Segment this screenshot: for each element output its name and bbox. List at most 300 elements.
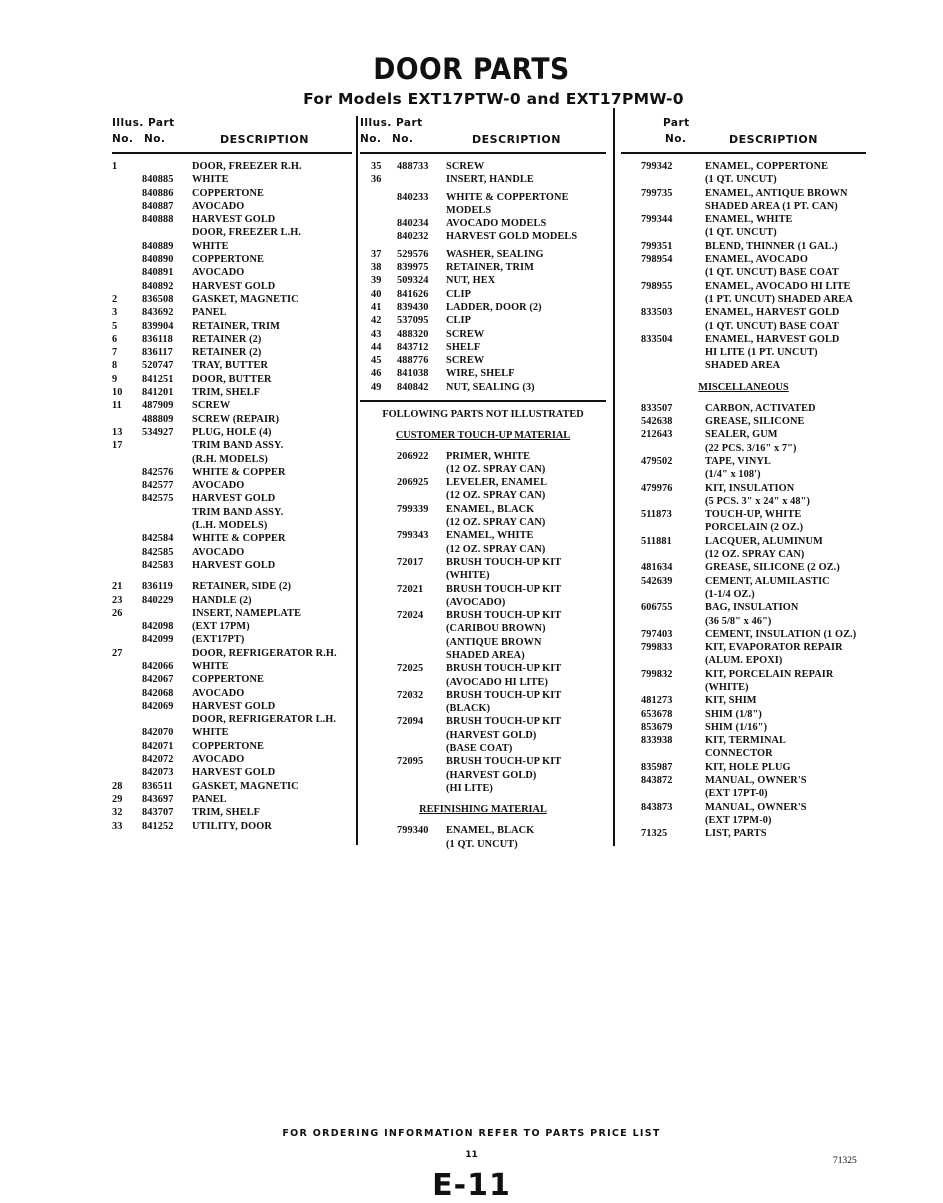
part-number: 840232 — [397, 231, 429, 243]
illus-number: 46 — [371, 368, 382, 380]
part-number: 842072 — [142, 754, 174, 766]
part-description: NUT, HEX — [446, 275, 496, 287]
part-number: 841626 — [397, 288, 429, 300]
part-description: ENAMEL, ANTIQUE BROWN — [705, 187, 848, 199]
part-description: COPPERTONE — [192, 254, 264, 266]
part-row — [112, 660, 352, 673]
part-description: SHADED AREA (1 PT. CAN) — [705, 200, 838, 212]
part-description: KIT, HOLE PLUG — [705, 761, 791, 773]
part-description: (HARVEST GOLD) — [446, 729, 537, 741]
illus-number: 37 — [371, 248, 382, 260]
part-description: UTILITY, DOOR — [192, 820, 272, 832]
part-description: GASKET, MAGNETIC — [192, 780, 299, 792]
part-number: 487909 — [142, 400, 174, 412]
part-row — [621, 654, 866, 667]
part-description: RETAINER (2) — [192, 333, 262, 345]
part-description: SHIM (1/16") — [705, 721, 768, 733]
part-row — [621, 628, 866, 641]
part-number: 840886 — [142, 187, 174, 199]
part-row — [360, 476, 606, 489]
part-row — [621, 615, 866, 628]
column-header — [112, 115, 352, 152]
part-row — [621, 508, 866, 521]
part-number: 841038 — [397, 368, 429, 380]
part-row — [112, 726, 352, 739]
part-row — [621, 320, 866, 333]
part-row — [360, 649, 606, 662]
part-description: SHELF — [446, 341, 481, 353]
part-description: WHITE — [192, 240, 229, 252]
part-row — [360, 381, 606, 394]
part-row — [112, 426, 352, 439]
part-description: MODELS — [446, 204, 492, 216]
part-row — [360, 782, 606, 795]
part-row — [621, 774, 866, 787]
part-description: WHITE — [192, 727, 229, 739]
part-description: DOOR, REFRIGERATOR R.H. — [192, 647, 337, 659]
part-row — [360, 354, 606, 367]
part-row — [112, 607, 352, 620]
part-row — [360, 463, 606, 476]
part-row — [112, 700, 352, 713]
part-description: DOOR, FREEZER R.H. — [192, 161, 302, 172]
part-description: ENAMEL, AVOCADO — [705, 254, 808, 266]
part-number: 529576 — [397, 248, 429, 260]
part-row — [360, 314, 606, 327]
part-row — [360, 676, 606, 689]
part-number: 836117 — [142, 347, 173, 359]
column-header — [621, 115, 866, 152]
part-description: KIT, TERMINAL — [705, 735, 787, 747]
part-description: CONNECTOR — [705, 748, 773, 760]
part-description: (12 OZ. SPRAY CAN) — [446, 517, 546, 529]
part-number: 840229 — [142, 594, 174, 606]
part-row — [360, 503, 606, 516]
part-row — [112, 253, 352, 266]
header-rule — [621, 152, 866, 154]
part-description: DOOR, FREEZER L.H. — [192, 227, 302, 239]
part-row — [621, 293, 866, 306]
part-description: AVOCADO — [192, 200, 245, 212]
part-description: HARVEST GOLD — [192, 559, 276, 571]
part-description: WASHER, SEALING — [446, 248, 544, 260]
part-description: INSERT, HANDLE — [446, 174, 534, 186]
part-description: SHADED AREA — [705, 360, 781, 372]
part-row — [621, 787, 866, 800]
part-description: SHADED AREA) — [446, 650, 525, 661]
part-row — [112, 766, 352, 779]
ordering-note: FOR ORDERING INFORMATION REFER TO PARTS PRICE LIST — [282, 1128, 661, 1139]
part-description: (1 QT. UNCUT) BASE COAT — [705, 320, 839, 332]
part-number: 509324 — [397, 275, 429, 287]
part-number: 537095 — [397, 315, 429, 327]
part-number: 840888 — [142, 214, 174, 226]
part-description: (L.H. MODELS) — [192, 520, 268, 532]
part-description: PLUG, HOLE (4) — [192, 426, 272, 438]
part-description: (EXT17PT) — [192, 634, 245, 646]
page-number-small: 11 — [465, 1150, 478, 1160]
part-number: 542639 — [641, 575, 673, 587]
part-row — [621, 226, 866, 239]
part-number: 799735 — [641, 187, 673, 199]
part-description: HARVEST GOLD — [192, 214, 276, 226]
part-number: 72032 — [397, 689, 424, 701]
page-subtitle: For Models EXT17PTW-0 and EXT17PMW-0 — [303, 90, 684, 108]
illus-number: 41 — [371, 301, 382, 313]
illus-number: 39 — [371, 275, 382, 287]
part-row — [112, 306, 352, 319]
part-number: 71325 — [641, 828, 668, 840]
part-number: 843712 — [397, 341, 429, 353]
part-number: 841252 — [142, 820, 174, 832]
part-number: 72017 — [397, 556, 424, 568]
part-row — [621, 521, 866, 534]
part-description: INSERT, NAMEPLATE — [192, 607, 302, 619]
part-description: (5 PCS. 3" x 24" x 48") — [705, 495, 810, 507]
part-number: 841201 — [142, 387, 174, 399]
part-row — [112, 506, 352, 519]
part-row — [360, 204, 606, 217]
part-row — [360, 248, 606, 261]
part-row — [112, 200, 352, 213]
part-description: ENAMEL, COPPERTONE — [705, 161, 829, 172]
part-number: 511881 — [641, 535, 672, 547]
illus-number: 49 — [371, 381, 382, 393]
part-row — [112, 280, 352, 293]
part-number: 72021 — [397, 583, 424, 595]
part-description: WHITE & COPPER — [192, 466, 286, 478]
part-description: COPPERTONE — [192, 187, 264, 199]
part-number: 833504 — [641, 333, 673, 345]
part-description: COPPERTONE — [192, 740, 264, 752]
parts-column-3 — [621, 115, 866, 841]
part-row — [360, 450, 606, 463]
part-description: GREASE, SILICONE (2 OZ.) — [705, 562, 840, 574]
part-description: PANEL — [192, 307, 227, 319]
part-row — [621, 173, 866, 186]
section-rule — [360, 400, 606, 402]
part-number: 842069 — [142, 700, 174, 712]
part-number: 839975 — [397, 262, 429, 274]
part-description: ENAMEL, HARVEST GOLD — [705, 307, 840, 319]
header-rule — [360, 152, 606, 154]
part-row — [112, 173, 352, 186]
part-row — [360, 288, 606, 301]
part-row — [360, 160, 606, 173]
part-number: 839430 — [397, 301, 429, 313]
part-row — [621, 280, 866, 293]
part-row — [112, 453, 352, 466]
part-number: 72094 — [397, 716, 424, 728]
part-description: LACQUER, ALUMINUM — [705, 535, 823, 547]
part-description: RETAINER, TRIM — [446, 262, 534, 274]
illus-number: 32 — [112, 807, 123, 819]
part-row — [621, 495, 866, 508]
touchup-heading: CUSTOMER TOUCH-UP MATERIAL — [395, 429, 571, 441]
part-row — [360, 824, 606, 837]
part-description: (12 OZ. SPRAY CAN) — [705, 549, 805, 561]
part-number: 843697 — [142, 793, 174, 805]
part-number: 835987 — [641, 761, 673, 773]
part-number: 479976 — [641, 482, 673, 494]
part-description: HI LITE (1 PT. UNCUT) — [705, 347, 818, 359]
part-label: Part — [663, 117, 690, 129]
part-row — [360, 769, 606, 782]
illus-part-label: Illus. Part — [360, 117, 423, 129]
column-header — [360, 115, 606, 152]
illus-number: 42 — [371, 315, 382, 327]
part-description: CARBON, ACTIVATED — [705, 402, 816, 414]
part-description: (12 OZ. SPRAY CAN) — [446, 463, 546, 475]
part-description: ENAMEL, AVOCADO HI LITE — [705, 280, 851, 292]
part-description: HARVEST GOLD — [192, 280, 276, 292]
part-number: 842071 — [142, 740, 174, 752]
part-row — [112, 620, 352, 633]
part-row — [360, 729, 606, 742]
part-row — [360, 755, 606, 768]
part-no-label: No. — [665, 133, 687, 145]
part-row — [360, 556, 606, 569]
illus-number: 40 — [371, 288, 382, 300]
part-row — [360, 367, 606, 380]
part-row — [621, 708, 866, 721]
part-row — [112, 780, 352, 793]
part-row — [621, 306, 866, 319]
part-description: MANUAL, OWNER'S — [705, 801, 807, 813]
part-row — [112, 266, 352, 279]
part-description: (1/4" x 108') — [705, 469, 761, 481]
part-description: NUT, SEALING (3) — [446, 381, 535, 393]
part-row — [621, 588, 866, 601]
part-description: (22 PCS. 3/16" x 7") — [705, 442, 797, 454]
description-label: DESCRIPTION — [472, 133, 561, 146]
page-number: E-11 — [432, 1168, 511, 1203]
part-description: MANUAL, OWNER'S — [705, 775, 807, 787]
part-number: 606755 — [641, 602, 673, 614]
part-description: (AVOCADO) — [446, 596, 506, 608]
part-row — [112, 713, 352, 726]
part-number: 840233 — [397, 191, 429, 203]
part-description: ENAMEL, BLACK — [446, 825, 535, 837]
refinishing-list — [621, 160, 866, 373]
part-number: 836119 — [142, 581, 173, 593]
part-number: 206922 — [397, 450, 429, 462]
part-number: 833507 — [641, 402, 673, 414]
part-row — [621, 187, 866, 200]
part-row — [360, 489, 606, 502]
part-row — [112, 240, 352, 253]
part-number: 212643 — [641, 429, 673, 441]
part-row — [112, 806, 352, 819]
part-number: 799343 — [397, 530, 429, 542]
part-description: RETAINER, TRIM — [192, 320, 280, 332]
part-row — [112, 399, 352, 412]
part-row — [621, 359, 866, 372]
part-description: BRUSH TOUCH-UP KIT — [446, 716, 562, 728]
part-description: WHITE — [192, 660, 229, 672]
part-description: HANDLE (2) — [192, 594, 252, 606]
part-row — [360, 173, 606, 186]
illus-number: 8 — [112, 360, 118, 372]
part-row — [360, 838, 606, 851]
part-description: CLIP — [446, 315, 472, 327]
part-description: AVOCADO MODELS — [446, 218, 547, 230]
part-description: DOOR, BUTTER — [192, 373, 272, 385]
part-description: KIT, PORCELAIN REPAIR — [705, 668, 834, 680]
part-row — [621, 827, 866, 840]
illus-number: 35 — [371, 161, 382, 172]
part-row — [621, 548, 866, 561]
part-row — [112, 546, 352, 559]
part-row — [360, 583, 606, 596]
part-description: BRUSH TOUCH-UP KIT — [446, 556, 562, 568]
illus-number: 44 — [371, 341, 382, 353]
part-row — [112, 479, 352, 492]
part-row — [621, 641, 866, 654]
part-number: 840891 — [142, 267, 174, 279]
part-number: 843872 — [641, 775, 673, 787]
illus-number: 43 — [371, 328, 382, 340]
part-number: 843692 — [142, 307, 174, 319]
part-description: WHITE — [192, 174, 229, 186]
part-description: PORCELAIN (2 OZ.) — [705, 522, 804, 534]
part-no-label: No. — [392, 133, 414, 145]
part-row — [112, 633, 352, 646]
illus-number: 27 — [112, 647, 123, 659]
illus-number: 1 — [112, 161, 118, 172]
part-row — [360, 596, 606, 609]
document-code: 71325 — [833, 1156, 857, 1166]
part-number: 488733 — [397, 161, 429, 172]
part-row — [360, 609, 606, 622]
part-row — [360, 261, 606, 274]
part-number: 842070 — [142, 727, 174, 739]
refinishing-heading: REFINISHING MATERIAL — [419, 804, 547, 816]
part-description: (12 OZ. SPRAY CAN) — [446, 543, 546, 555]
part-number: 481634 — [641, 562, 673, 574]
part-description: (EXT 17PM-0) — [705, 814, 772, 826]
part-row — [112, 466, 352, 479]
part-description: TRAY, BUTTER — [192, 360, 268, 372]
part-description: (AVOCADO HI LITE) — [446, 676, 548, 688]
part-number: 833503 — [641, 307, 673, 319]
part-description: (BASE COAT) — [446, 743, 513, 755]
part-description: KIT, INSULATION — [705, 482, 795, 494]
part-description: AVOCADO — [192, 546, 245, 558]
part-description: AVOCADO — [192, 267, 245, 279]
part-description: LEVELER, ENAMEL — [446, 477, 548, 489]
spacer — [112, 572, 352, 580]
part-description: RETAINER, SIDE (2) — [192, 581, 292, 593]
part-number: 842099 — [142, 634, 174, 646]
part-description: GREASE, SILICONE — [705, 416, 805, 428]
part-row — [621, 402, 866, 415]
part-number: 842575 — [142, 493, 174, 505]
part-row — [360, 702, 606, 715]
part-number: 843707 — [142, 807, 174, 819]
part-number: 842583 — [142, 559, 174, 571]
part-number: 799342 — [641, 161, 673, 172]
illus-number: 3 — [112, 307, 118, 319]
part-description: WHITE & COPPERTONE — [446, 191, 569, 203]
part-row — [621, 668, 866, 681]
part-row — [360, 662, 606, 675]
part-number: 840892 — [142, 280, 174, 292]
part-row — [112, 492, 352, 505]
part-row — [621, 253, 866, 266]
part-row — [621, 721, 866, 734]
part-number: 842067 — [142, 674, 174, 686]
illus-number: 28 — [112, 780, 123, 792]
part-description: LADDER, DOOR (2) — [446, 301, 542, 313]
part-row — [112, 559, 352, 572]
part-number: 72025 — [397, 663, 424, 675]
part-description: (WHITE) — [705, 681, 749, 693]
part-description: (CARIBOU BROWN) — [446, 623, 546, 635]
part-row — [360, 529, 606, 542]
part-number: 840889 — [142, 240, 174, 252]
illus-number: 45 — [371, 355, 382, 367]
part-row — [112, 386, 352, 399]
part-description: (HI LITE) — [446, 782, 493, 794]
part-row — [112, 580, 352, 593]
part-description: (EXT 17PT-0) — [705, 788, 768, 800]
part-row — [621, 747, 866, 760]
part-description: GASKET, MAGNETIC — [192, 293, 299, 305]
part-number: 843873 — [641, 801, 673, 813]
part-row — [621, 333, 866, 346]
part-row — [621, 200, 866, 213]
part-row — [360, 341, 606, 354]
part-row — [621, 455, 866, 468]
part-row — [360, 328, 606, 341]
part-number: 842585 — [142, 546, 174, 558]
not-illustrated-heading: FOLLOWING PARTS NOT ILLUSTRATED — [382, 408, 584, 420]
part-number: 840890 — [142, 254, 174, 266]
illus-number: 13 — [112, 426, 123, 438]
part-row — [621, 240, 866, 253]
part-row — [112, 673, 352, 686]
part-number: 534927 — [142, 426, 174, 438]
part-row — [112, 359, 352, 372]
part-row — [360, 301, 606, 314]
part-row — [621, 346, 866, 359]
illus-no-label: No. — [360, 133, 382, 145]
part-row — [621, 814, 866, 827]
part-row — [621, 761, 866, 774]
part-number: 841251 — [142, 373, 174, 385]
part-description: (1 PT. UNCUT) SHADED AREA — [705, 293, 853, 305]
part-description: HARVEST GOLD — [192, 767, 276, 779]
part-description: SCREW — [446, 161, 485, 172]
part-description: SCREW (REPAIR) — [192, 413, 280, 425]
illus-number: 7 — [112, 347, 118, 359]
part-description: HARVEST GOLD MODELS — [446, 231, 578, 243]
part-number: 72095 — [397, 756, 424, 768]
part-number: 842098 — [142, 621, 174, 633]
column-divider — [356, 116, 358, 845]
part-number: 833938 — [641, 735, 673, 747]
part-row — [112, 293, 352, 306]
part-description: SHIM (1/8") — [705, 708, 762, 720]
part-row — [112, 820, 352, 833]
illus-number: 33 — [112, 820, 123, 832]
part-number: 511873 — [641, 509, 672, 521]
illus-part-label: Illus. Part — [112, 117, 175, 129]
part-row — [621, 561, 866, 574]
part-row — [112, 594, 352, 607]
description-label: DESCRIPTION — [729, 133, 818, 146]
